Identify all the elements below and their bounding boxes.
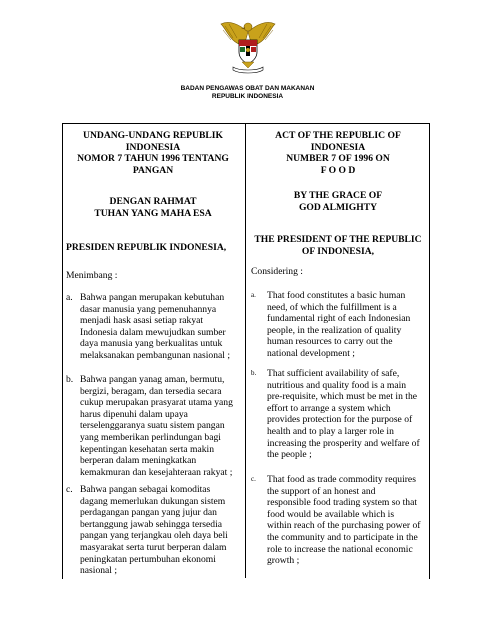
column-divider — [245, 123, 246, 578]
agency-header — [0, 85, 495, 101]
left-title: UNDANG-UNDANG REPUBLIK INDONESIA NOMOR 7 TAHUN 1996 TENTANG PANGAN — [77, 130, 229, 176]
left-item-c: c. Bahwa pangan sebagai komoditas dagang memerlukan dukungan sistem perdagangan pangan yang jujur dan bertanggung jawab sehingga tersedia pangan yang terjangkau oleh daya beli masyarakat serta turut berperan dalam peningkatan pertumbuhan ekonomi nasional ; — [66, 484, 228, 577]
agency-country: REPUBLIK INDONESIA — [211, 93, 284, 100]
agency-name: BADAN PENGAWAS OBAT DAN MAKANAN — [180, 85, 315, 92]
right-item-a: a. That food constitutes a basic human need, of which the fulfillment is a fundamental right of each Indonesian people, in the realization of quality human resources to carry out the national development ; — [251, 290, 411, 359]
right-grace: BY THE GRACE OF GOD ALMIGHTY — [293, 190, 383, 213]
right-item-b: b. That sufficient availability of safe, nutritious and quality food is a main pre-requisite, which must be met in the effort to arrange a system which provides protection for the purpose of health and to play a larger role in increasing the prosperity and welfare of the people ; — [251, 368, 420, 461]
right-title: ACT OF THE REPUBLIC OF INDONESIA NUMBER 7 OF 1996 ON F O O D — [275, 130, 401, 176]
left-grace: DENGAN RAHMAT TUHAN YANG MAHA ESA — [94, 196, 212, 219]
right-president: THE PRESIDENT OF THE REPUBLIC OF INDONESIA, — [254, 234, 422, 257]
right-considering: Considering : — [251, 266, 303, 277]
left-president: PRESIDEN REPUBLIK INDONESIA, — [66, 242, 227, 253]
left-item-b: b. Bahwa pangan yanag aman, bermutu, bergizi, beragam, dan tersedia secara cukup merupakan prasyarat utama yang harus dipenuhi dalam upaya terselenggaranya suatu sistem pangan yang memberikan perlindungan bagi kepentingan kesehatan serta makin berperan dalam meningkatkan kemakmuran dan kesejahteraan rakyat ; — [66, 374, 233, 478]
right-item-c: c. That food as trade commodity requires the support of an honest and responsible food trading system so that food would be available which is within reach of the purchasing power of the community and to participate in the role to increase the national economic growth ; — [251, 474, 421, 567]
left-item-a: a. Bahwa pangan merupakan kebutuhan dasar manusia yang pemenuhannya menjadi hask asasi setiap rakyat Indonesia dalam mewujudkan sumber daya manusia yang berkualitas untuk melaksanakan pembangunan nasional ; — [66, 292, 230, 361]
garuda-emblem-icon — [219, 18, 277, 74]
left-considering: Menimbang : — [66, 270, 118, 281]
